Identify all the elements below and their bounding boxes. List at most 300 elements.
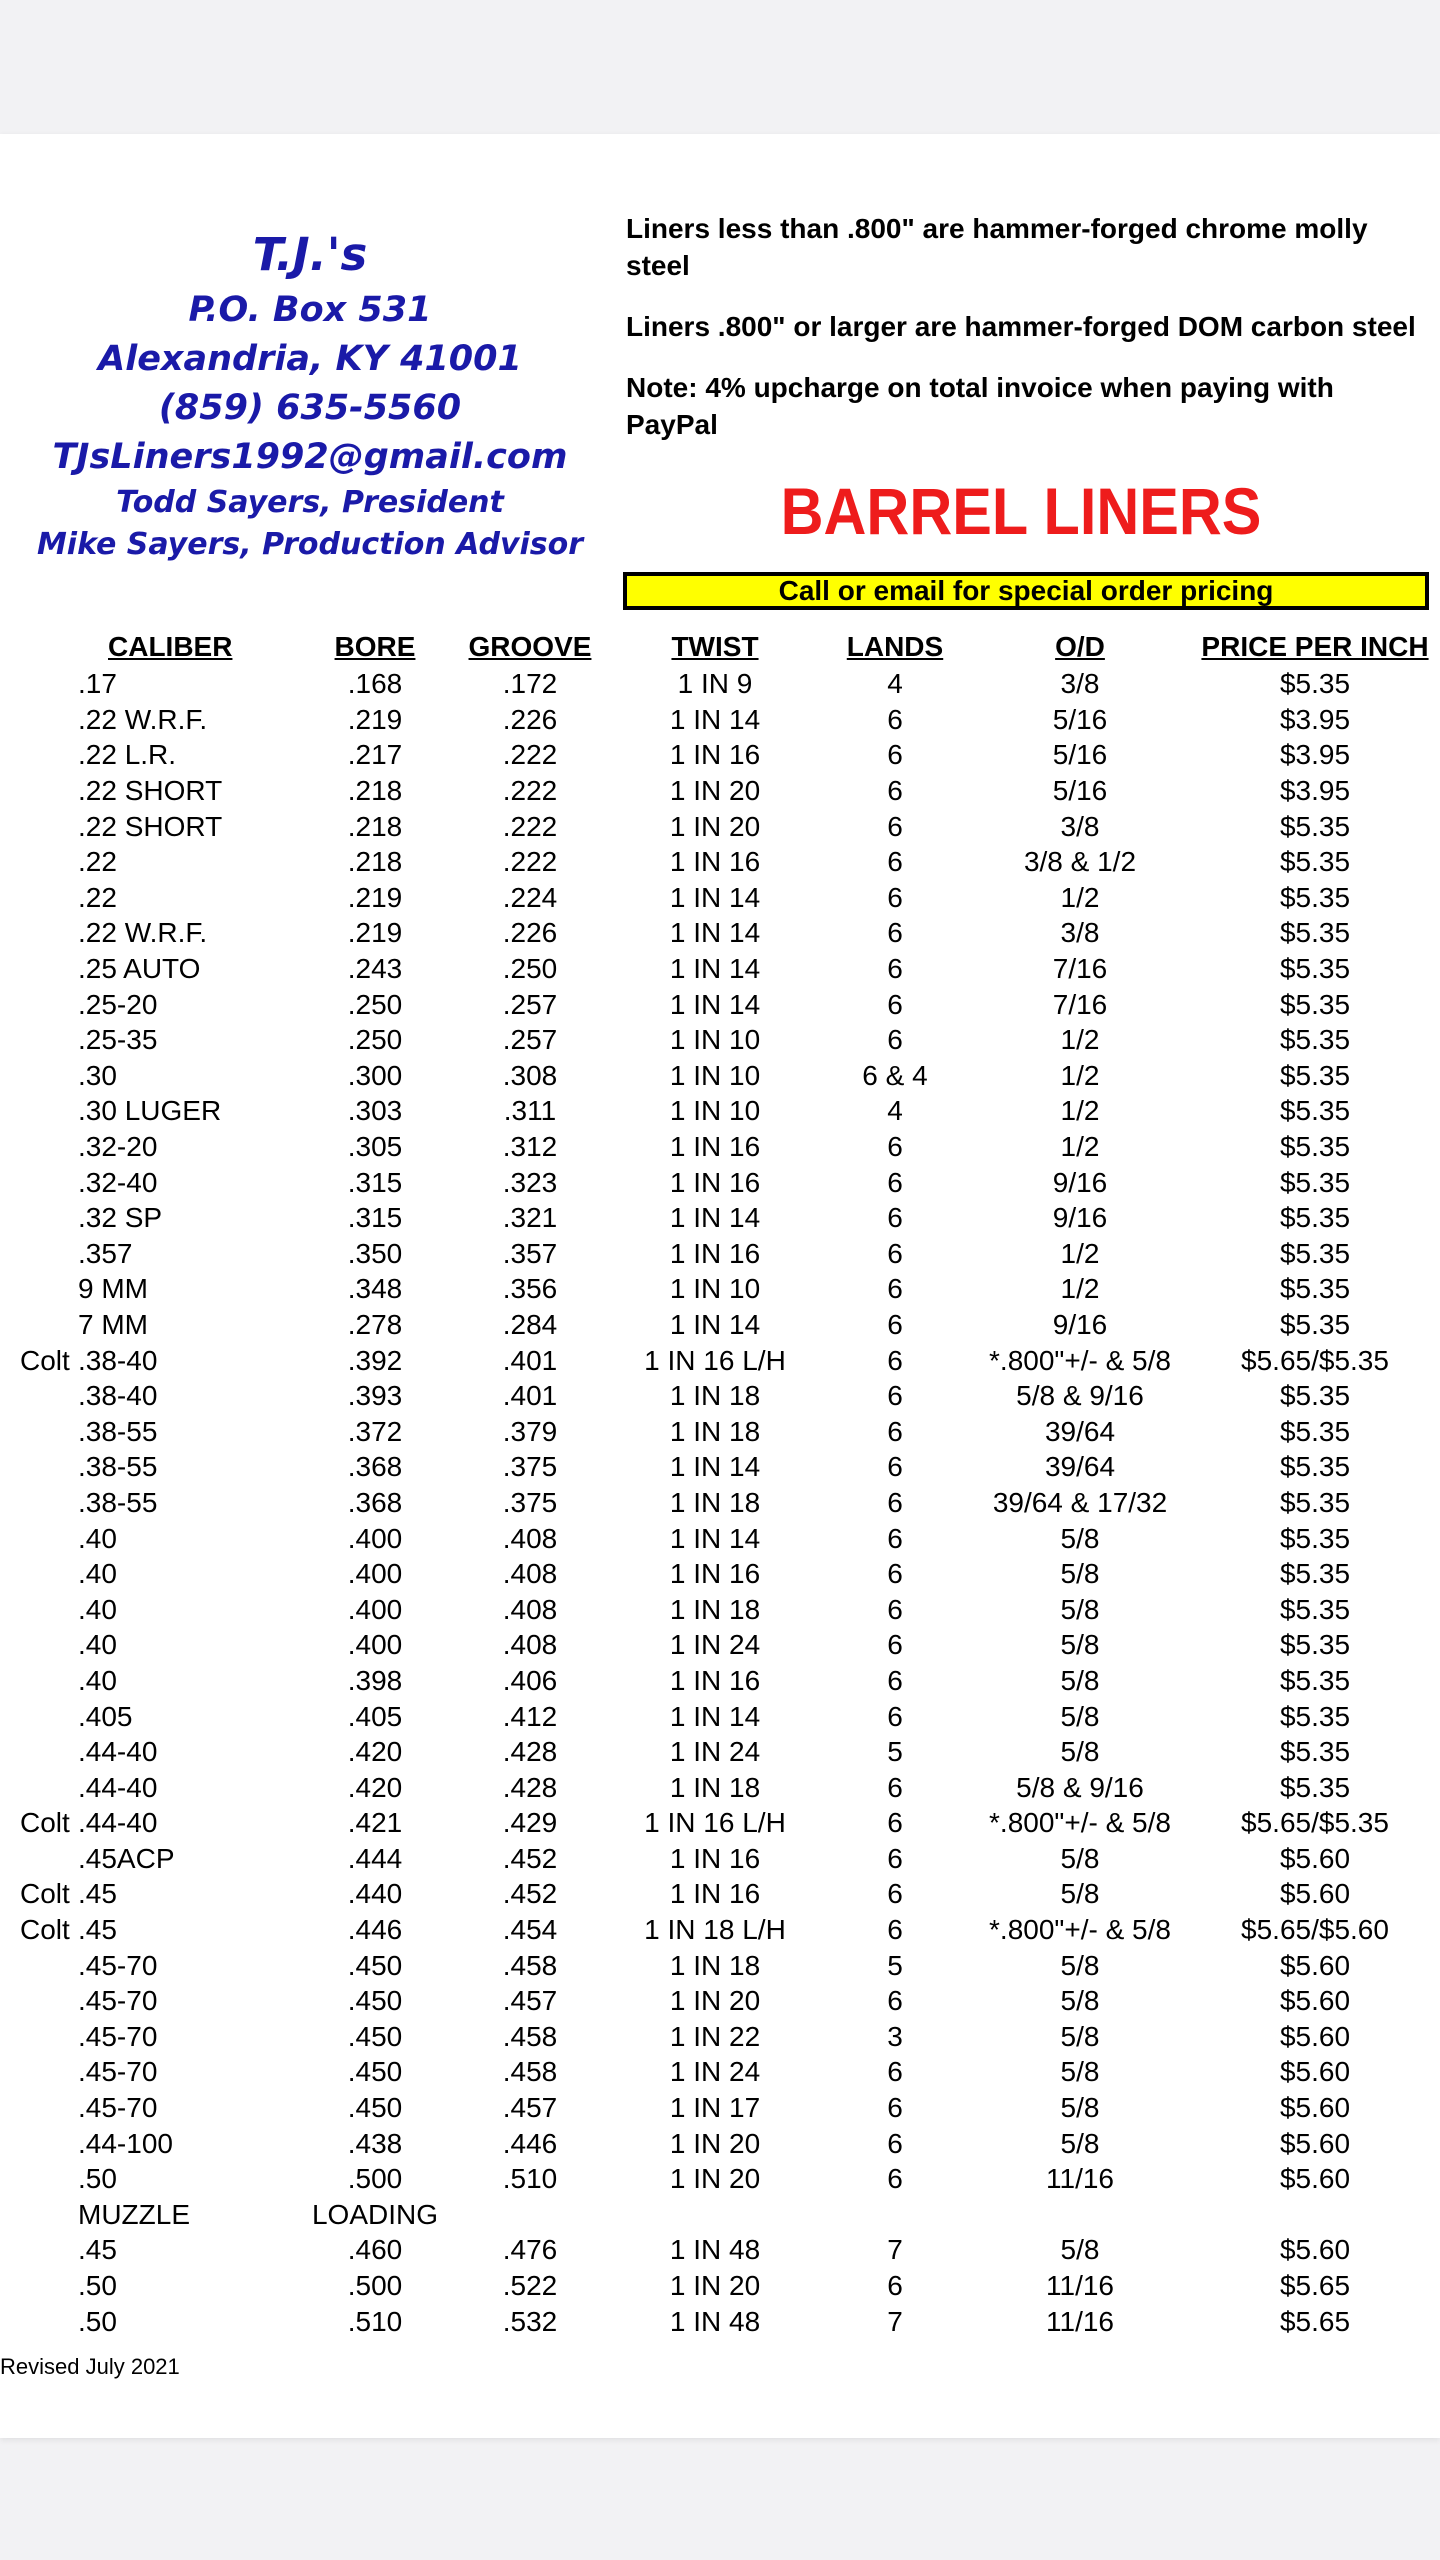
table-row (20, 1271, 1440, 1307)
cell-bore: .405 (347, 1700, 403, 1732)
material-notes (626, 210, 1416, 467)
cell-price: $5.35 (1279, 1593, 1351, 1625)
caliber-value: .45-70 (78, 2056, 158, 2088)
cell-caliber (20, 1520, 300, 1556)
cell-caliber (20, 737, 300, 773)
cell-caliber (20, 2161, 300, 2197)
cell-caliber (20, 2303, 300, 2339)
cell-groove: .401 (502, 1380, 558, 1412)
caliber-value: .45-70 (78, 2020, 158, 2052)
cell-lands: 6 (887, 1522, 903, 1554)
cell-twist: 1 IN 20 (669, 2163, 761, 2195)
cell-twist (610, 2197, 820, 2233)
cell-caliber (20, 1841, 300, 1877)
table-row (20, 915, 1440, 951)
cell-lands: 6 (887, 1024, 903, 1056)
cell-od (970, 2197, 1190, 2233)
cell-caliber (20, 1093, 300, 1129)
caliber-value: .50 (78, 2305, 117, 2337)
table-row (20, 1307, 1440, 1343)
cell-bore: .440 (347, 1878, 403, 1910)
cell-groove: .226 (502, 703, 558, 735)
cell-lands: 6 (887, 1914, 903, 1946)
cell-price: $5.35 (1279, 846, 1351, 878)
caliber-value: 7 MM (78, 1308, 148, 1340)
cell-groove: .510 (502, 2163, 558, 2195)
cell-groove: .222 (502, 739, 558, 771)
cell-caliber (20, 1983, 300, 2019)
cell-lands: 6 (887, 1451, 903, 1483)
cell-od: 11/16 (1046, 2270, 1114, 2302)
cell-caliber (20, 1663, 300, 1699)
company-advisor: Mike Sayers, Production Advisor (36, 527, 584, 562)
cell-twist: 1 IN 18 L/H (644, 1914, 786, 1946)
cell-twist: 1 IN 17 (669, 2092, 761, 2124)
cell-twist: 1 IN 14 (669, 1451, 761, 1483)
cell-caliber (20, 1591, 300, 1627)
cell-caliber (20, 1627, 300, 1663)
cell-twist: 1 IN 9 (677, 668, 753, 700)
cell-lands: 6 (887, 2056, 903, 2088)
cell-bore: .168 (347, 668, 403, 700)
cell-bore: .460 (347, 2234, 403, 2266)
cell-lands: 6 (887, 1308, 903, 1340)
cell-lands: 4 (887, 668, 903, 700)
cell-lands: 6 (887, 703, 903, 735)
cell-twist: 1 IN 10 (669, 1095, 761, 1127)
caliber-value: .25-20 (78, 988, 158, 1020)
table-row (20, 1378, 1440, 1414)
cell-price: $5.35 (1279, 1736, 1351, 1768)
caliber-value: .38-55 (78, 1415, 158, 1447)
cell-twist: 1 IN 16 (669, 1166, 761, 1198)
cell-bore: .243 (347, 953, 403, 985)
column-header: PRICE PER INCH (1201, 631, 1429, 662)
table-row (20, 1876, 1440, 1912)
table-row (20, 2232, 1440, 2268)
cell-groove: .446 (502, 2127, 558, 2159)
table-row (20, 737, 1440, 773)
cell-price: $5.35 (1279, 1308, 1351, 1340)
cell-groove: .452 (502, 1878, 558, 1910)
caliber-value: .32 SP (78, 1202, 163, 1234)
cell-price: $5.65/$5.35 (1241, 1344, 1389, 1376)
caliber-value: .22 (78, 846, 117, 878)
cell-lands: 6 (887, 1380, 903, 1412)
cell-od: *.800"+/- & 5/8 (989, 1807, 1171, 1839)
cell-od: 1/2 (1060, 1131, 1100, 1163)
cell-twist: 1 IN 10 (669, 1273, 761, 1305)
cell-twist: 1 IN 10 (669, 1024, 761, 1056)
column-header: GROOVE (468, 631, 592, 662)
table-row (20, 844, 1440, 880)
caliber-value: .38-55 (78, 1451, 158, 1483)
cell-price: $3.95 (1279, 775, 1351, 807)
cell-twist: 1 IN 18 (669, 1949, 761, 1981)
barrel-liner-table (20, 628, 1440, 2339)
table-row (20, 1663, 1440, 1699)
company-email: TJsLiners1992@gmail.com (52, 437, 568, 477)
cell-bore: .218 (347, 775, 403, 807)
cell-od: 9/16 (1052, 1308, 1108, 1340)
cell-caliber (20, 1378, 300, 1414)
cell-price: $5.35 (1279, 953, 1351, 985)
cell-lands: 6 (887, 1237, 903, 1269)
cell-groove: .222 (502, 775, 558, 807)
table-row (20, 951, 1440, 987)
cell-od: 5/8 (1060, 1949, 1100, 1981)
cell-groove: .532 (502, 2305, 558, 2337)
cell-groove: .356 (502, 1273, 558, 1305)
cell-lands: 6 (887, 1166, 903, 1198)
cell-lands: 6 (887, 1486, 903, 1518)
cell-od: 5/8 (1060, 1842, 1100, 1874)
cell-price: $5.35 (1279, 1771, 1351, 1803)
cell-price: $5.60 (1279, 1842, 1351, 1874)
table-row (20, 1734, 1440, 1770)
cell-twist: 1 IN 16 L/H (644, 1344, 786, 1376)
cell-price: $5.60 (1279, 2234, 1351, 2266)
table-row (20, 1520, 1440, 1556)
caliber-value: .22 W.R.F. (78, 917, 208, 949)
cell-od: 3/8 (1060, 668, 1100, 700)
special-order-banner: Call or email for special order pricing (623, 572, 1429, 610)
cell-twist: 1 IN 14 (669, 881, 761, 913)
caliber-value: .25 AUTO (78, 953, 201, 985)
cell-od: 5/8 (1060, 1593, 1100, 1625)
cell-od: 9/16 (1052, 1166, 1108, 1198)
cell-bore: .444 (347, 1842, 403, 1874)
caliber-value: .50 (78, 2163, 117, 2195)
cell-twist: 1 IN 14 (669, 988, 761, 1020)
cell-caliber (20, 1734, 300, 1770)
caliber-value: .40 (78, 1558, 117, 1590)
cell-bore: .372 (347, 1415, 403, 1447)
cell-od: 5/16 (1052, 739, 1108, 771)
cell-groove: .321 (502, 1202, 558, 1234)
cell-caliber (20, 951, 300, 987)
cell-twist: 1 IN 16 (669, 1237, 761, 1269)
cell-groove: .406 (502, 1664, 558, 1696)
cell-lands: 6 (887, 739, 903, 771)
table-header-row (20, 628, 1440, 666)
cell-bore: .315 (347, 1202, 403, 1234)
cell-lands: 6 (887, 2270, 903, 2302)
cell-lands: 6 (887, 1415, 903, 1447)
cell-od: 5/8 (1060, 2056, 1100, 2088)
cell-od: 7/16 (1052, 988, 1108, 1020)
cell-caliber (20, 1129, 300, 1165)
caliber-value: .45-70 (78, 2092, 158, 2124)
cell-bore: .421 (347, 1807, 403, 1839)
cell-caliber (20, 2090, 300, 2126)
cell-caliber (20, 915, 300, 951)
column-header: O/D (1055, 631, 1105, 662)
cell-caliber (20, 666, 300, 702)
table-row (20, 2019, 1440, 2055)
caliber-value: .44-40 (78, 1771, 158, 1803)
cell-twist: 1 IN 18 (669, 1593, 761, 1625)
caliber-value: .50 (78, 2270, 117, 2302)
cell-lands: 6 (887, 917, 903, 949)
caliber-value: .38-40 (78, 1344, 158, 1376)
table-row (20, 1449, 1440, 1485)
company-phone: (859) 635-5560 (158, 388, 462, 428)
cell-od: 11/16 (1046, 2163, 1114, 2195)
cell-bore: .217 (347, 739, 403, 771)
caliber-value: .40 (78, 1522, 117, 1554)
cell-lands: 6 (887, 1131, 903, 1163)
cell-groove: .429 (502, 1807, 558, 1839)
cell-groove: .458 (502, 2020, 558, 2052)
cell-caliber (20, 1556, 300, 1592)
cell-bore: .446 (347, 1914, 403, 1946)
caliber-prefix: Colt (20, 1878, 70, 1910)
cell-od: 1/2 (1060, 1024, 1100, 1056)
cell-twist: 1 IN 20 (669, 1985, 761, 2017)
table-row (20, 2161, 1440, 2197)
cell-twist: 1 IN 18 (669, 1380, 761, 1412)
cell-bore: .219 (347, 917, 403, 949)
cell-bore: .400 (347, 1558, 403, 1590)
cell-price: $5.35 (1279, 1166, 1351, 1198)
cell-twist: 1 IN 18 (669, 1486, 761, 1518)
table-row (20, 986, 1440, 1022)
table-row (20, 1236, 1440, 1272)
cell-bore: .250 (347, 1024, 403, 1056)
caliber-value: .30 (78, 1059, 117, 1091)
cell-bore: .368 (347, 1486, 403, 1518)
cell-price: $5.35 (1279, 1273, 1351, 1305)
cell-bore: .450 (347, 1949, 403, 1981)
cell-bore: .303 (347, 1095, 403, 1127)
table-body (20, 666, 1440, 2339)
cell-groove: .408 (502, 1522, 558, 1554)
cell-caliber (20, 1698, 300, 1734)
cell-groove: .226 (502, 917, 558, 949)
cell-od: 5/8 (1060, 1664, 1100, 1696)
cell-od: 5/8 (1060, 1700, 1100, 1732)
cell-twist: 1 IN 14 (669, 917, 761, 949)
cell-caliber (20, 1236, 300, 1272)
caliber-value: .45 (78, 1914, 117, 1946)
cell-groove: .308 (502, 1059, 558, 1091)
cell-caliber (20, 2125, 300, 2161)
cell-twist: 1 IN 10 (669, 1059, 761, 1091)
cell-twist: 1 IN 16 (669, 1878, 761, 1910)
cell-caliber (20, 1413, 300, 1449)
cell-bore: .450 (347, 1985, 403, 2017)
cell-twist: 1 IN 20 (669, 775, 761, 807)
page-title: BARREL LINERS (780, 474, 1262, 548)
cell-lands: 6 (887, 1807, 903, 1839)
cell-price: $5.35 (1279, 1486, 1351, 1518)
table-row (20, 666, 1440, 702)
cell-price: $5.35 (1279, 1664, 1351, 1696)
cell-od: 5/8 & 9/16 (1016, 1380, 1144, 1412)
cell-price: $5.35 (1279, 1629, 1351, 1661)
cell-od: *.800"+/- & 5/8 (989, 1344, 1171, 1376)
column-header: TWIST (671, 631, 759, 662)
cell-lands: 6 (887, 1878, 903, 1910)
cell-price: $5.60 (1279, 1878, 1351, 1910)
caliber-value: .44-100 (78, 2127, 173, 2159)
cell-price: $5.60 (1279, 2056, 1351, 2088)
cell-od: 7/16 (1052, 953, 1108, 985)
cell-twist: 1 IN 18 (669, 1771, 761, 1803)
cell-bore: .315 (347, 1166, 403, 1198)
table-row (20, 2125, 1440, 2161)
cell-twist: 1 IN 16 L/H (644, 1807, 786, 1839)
cell-lands: 7 (887, 2234, 903, 2266)
cell-od: 39/64 & 17/32 (992, 1486, 1168, 1518)
cell-od: 5/8 (1060, 1985, 1100, 2017)
cell-lands: 6 (887, 2163, 903, 2195)
cell-price: $5.65 (1279, 2270, 1351, 2302)
cell-twist: 1 IN 16 (669, 846, 761, 878)
cell-price: $5.35 (1279, 810, 1351, 842)
cell-od: 5/8 (1060, 1558, 1100, 1590)
caliber-value: .22 (78, 881, 117, 913)
column-header: BORE (334, 631, 416, 662)
cell-groove: .457 (502, 1985, 558, 2017)
cell-caliber (20, 1947, 300, 1983)
caliber-value: .30 LUGER (78, 1095, 222, 1127)
cell-twist: 1 IN 48 (669, 2305, 761, 2337)
cell-price: $5.35 (1279, 1451, 1351, 1483)
cell-caliber (20, 1271, 300, 1307)
cell-bore: .219 (347, 881, 403, 913)
cell-lands: 6 (887, 1985, 903, 2017)
cell-groove: .375 (502, 1486, 558, 1518)
table-row (20, 1841, 1440, 1877)
cell-groove: .408 (502, 1629, 558, 1661)
cell-lands: 6 (887, 846, 903, 878)
cell-caliber (20, 2054, 300, 2090)
caliber-value: .40 (78, 1593, 117, 1625)
cell-price (1190, 2197, 1440, 2233)
note-paypal-upcharge: Note: 4% upcharge on total invoice when paying with PayPal (626, 372, 1334, 440)
caliber-value: .38-55 (78, 1486, 158, 1518)
cell-price: $5.35 (1279, 917, 1351, 949)
cell-caliber (20, 1769, 300, 1805)
cell-caliber (20, 702, 300, 738)
cell-twist: 1 IN 14 (669, 953, 761, 985)
caliber-value: .22 L.R. (78, 739, 177, 771)
cell-od: 5/8 (1060, 2020, 1100, 2052)
cell-bore: .400 (347, 1522, 403, 1554)
caliber-value: .22 SHORT (78, 775, 223, 807)
cell-twist: 1 IN 20 (669, 2270, 761, 2302)
cell-od: 9/16 (1052, 1202, 1108, 1234)
cell-price: $5.35 (1279, 881, 1351, 913)
cell-twist: 1 IN 14 (669, 703, 761, 735)
cell-twist: 1 IN 24 (669, 1629, 761, 1661)
table-row (20, 1485, 1440, 1521)
cell-groove: .222 (502, 810, 558, 842)
cell-groove: .401 (502, 1344, 558, 1376)
cell-od: 1/2 (1060, 1095, 1100, 1127)
cell-od: 39/64 (1044, 1451, 1116, 1483)
caliber-value: .44-40 (78, 1807, 158, 1839)
cell-groove: .458 (502, 2056, 558, 2088)
cell-groove: .457 (502, 2092, 558, 2124)
cell-groove: .408 (502, 1558, 558, 1590)
cell-lands: 6 (887, 1842, 903, 1874)
cell-caliber (20, 1307, 300, 1343)
cell-od: 5/8 (1060, 1522, 1100, 1554)
caliber-value: .38-40 (78, 1380, 158, 1412)
cell-caliber (20, 1058, 300, 1094)
cell-od: 5/16 (1052, 703, 1108, 735)
caliber-value: .405 (78, 1700, 133, 1732)
cell-caliber (20, 2019, 300, 2055)
cell-twist: 1 IN 16 (669, 1558, 761, 1590)
caliber-value: .45 (78, 2234, 117, 2266)
cell-price: $3.95 (1279, 703, 1351, 735)
cell-twist: 1 IN 20 (669, 2127, 761, 2159)
cell-twist: 1 IN 14 (669, 1202, 761, 1234)
table-row (20, 1129, 1440, 1165)
table-row (20, 1912, 1440, 1948)
cell-lands: 6 (887, 988, 903, 1020)
cell-lands: 6 (887, 1558, 903, 1590)
company-contact-block (20, 224, 600, 566)
cell-caliber (20, 1876, 300, 1912)
cell-lands: 5 (887, 1949, 903, 1981)
cell-caliber (20, 1200, 300, 1236)
caliber-value: .40 (78, 1664, 117, 1696)
cell-price: $5.35 (1279, 988, 1351, 1020)
table-row (20, 1947, 1440, 1983)
cell-price: $3.95 (1279, 739, 1351, 771)
cell-lands: 4 (887, 1095, 903, 1127)
cell-price: $5.35 (1279, 1095, 1351, 1127)
cell-caliber (20, 808, 300, 844)
cell-twist: 1 IN 16 (669, 1842, 761, 1874)
cell-groove: .323 (502, 1166, 558, 1198)
cell-lands: 6 (887, 810, 903, 842)
cell-price: $5.65/$5.35 (1241, 1807, 1389, 1839)
cell-twist: 1 IN 16 (669, 739, 761, 771)
cell-lands: 6 (887, 1664, 903, 1696)
cell-lands: 6 (887, 1593, 903, 1625)
caliber-value: .45-70 (78, 1985, 158, 2017)
caliber-value: .45-70 (78, 1949, 158, 1981)
cell-lands: 6 (887, 953, 903, 985)
cell-groove: .428 (502, 1771, 558, 1803)
caliber-value: .357 (78, 1237, 133, 1269)
cell-price: $5.60 (1279, 1949, 1351, 1981)
cell-bore: .278 (347, 1308, 403, 1340)
cell-price: $5.35 (1279, 1202, 1351, 1234)
cell-od: 1/2 (1060, 1273, 1100, 1305)
cell-lands: 6 (887, 1771, 903, 1803)
caliber-value: MUZZLE (78, 2198, 190, 2230)
cell-lands: 6 (887, 1700, 903, 1732)
caliber-value: .32-40 (78, 1166, 158, 1198)
cell-price: $5.60 (1279, 2163, 1351, 2195)
caliber-value: .25-35 (78, 1024, 158, 1056)
cell-groove: .311 (503, 1095, 557, 1127)
cell-lands: 6 (887, 775, 903, 807)
cell-groove: .224 (502, 881, 558, 913)
cell-bore: .392 (347, 1344, 403, 1376)
cell-lands (820, 2197, 970, 2233)
caliber-value: .45ACP (78, 1842, 175, 1874)
cell-lands: 6 (887, 1629, 903, 1661)
cell-groove: .458 (502, 1949, 558, 1981)
